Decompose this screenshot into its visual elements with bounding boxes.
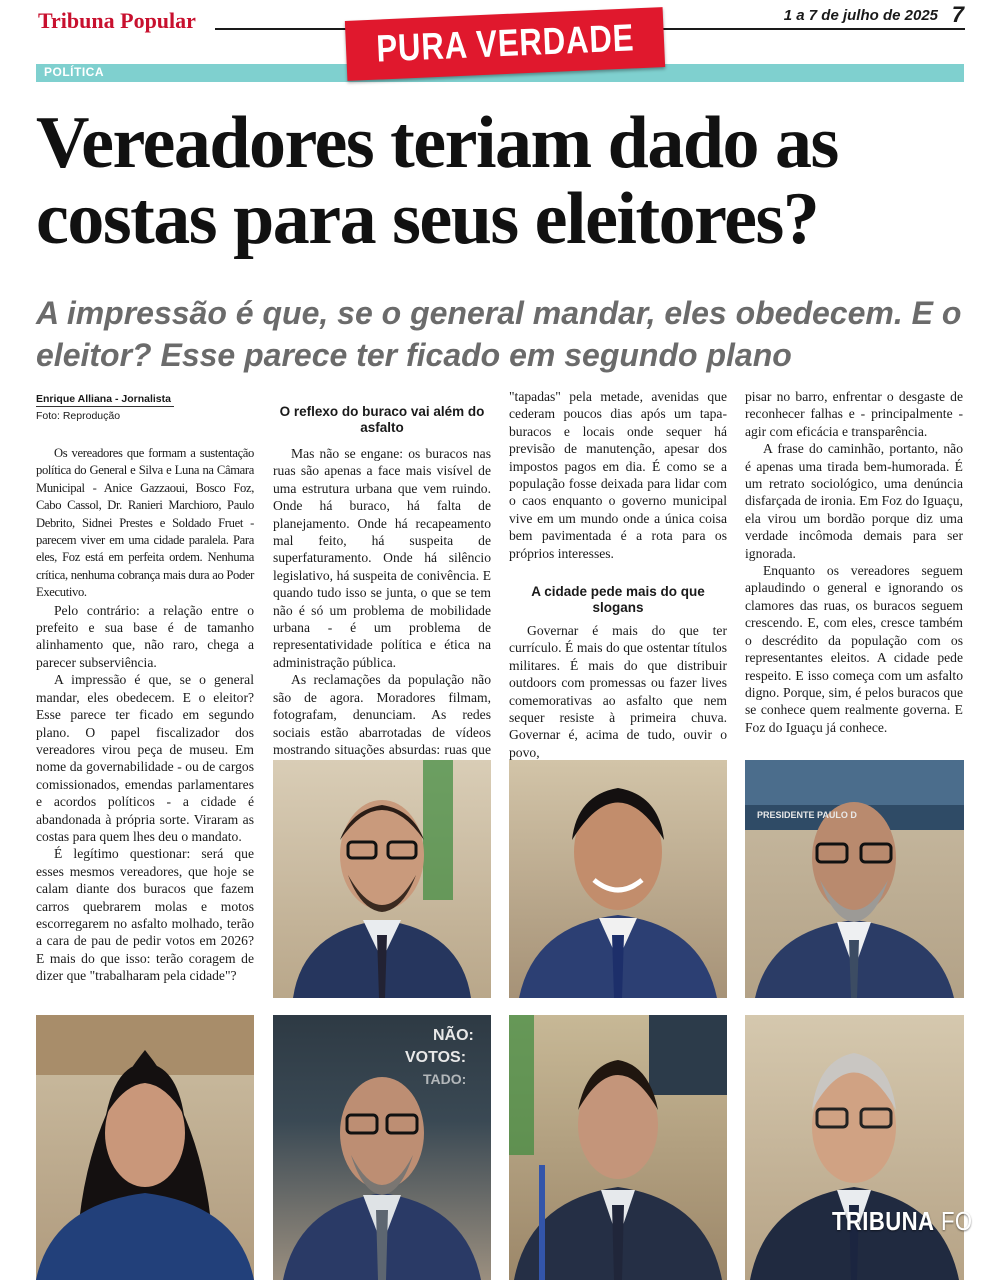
paragraph: As reclamações da população não são de agora. Moradores filmam, fotografam, denunciam. As redes sociais estão abarrotadas de vídeos mostrando situações absurdas: ruas que	[273, 672, 491, 757]
article-column-4	[745, 388, 963, 736]
article-column-3-continued	[509, 622, 727, 761]
portrait-woman	[36, 1015, 254, 1280]
article-column-2	[273, 445, 491, 776]
issue-date: 1 a 7 de julho de 2025	[783, 7, 938, 24]
column-stamp-text: PURA VERDADE	[375, 16, 635, 71]
subtitle-reflexo: O reflexo do buraco vai além do asfalto	[279, 404, 485, 435]
paragraph: Enquanto os vereadores seguem aplaudindo o general e ignorando os clamores das ruas, os buracos seguem crescendo. E, com eles, cresce também o descrédito da população com os representantes eleitos. A cidade pede respeito. E isso começa com um asfalto digno. Porque, sim, é pelos buracos que se conhece quem realmente governa. E Foz do Iguaçu já conhece.	[745, 563, 963, 735]
councilor-photo	[745, 1015, 964, 1280]
portrait-man-smiling	[509, 760, 727, 998]
paragraph: Os vereadores que formam a sustentação política do General e Silva e Luna na Câmara Municipal - Anice Gazzaoui, Bosco Foz, Cabo Cassol, Dr. Ranieri Marchioro, Paulo Debrito, Sidnei Prestes e Soldado Fruet - parecem viver em uma cidade paralela. Para eles, Foz está em perfeita ordem. Nenhuma crítica, nenhuma cobrança mais dura ao Poder Executivo.	[36, 446, 254, 600]
councilor-photo	[509, 760, 727, 998]
subtitle-cidade: A cidade pede mais do que slogans	[531, 584, 705, 615]
paragraph: A frase do caminhão, portanto, não é apenas uma tirada bem-humorada. É um retrato sociológico, uma denúncia disfarçada de ironia. Em Foz do Iguaçu, ela virou um bordão porque diz uma verdade incômoda demais para ser ignorada.	[745, 441, 963, 561]
councilor-photo	[36, 1015, 254, 1280]
page-number: 7	[951, 2, 964, 27]
screen-tado: TADO:	[423, 1071, 467, 1087]
article-column-3	[509, 388, 727, 562]
paragraph: pisar no barro, enfrentar o desgaste de reconhecer falhas e - principalmente - agir com eficácia e transparência.	[745, 389, 963, 439]
photo-credit: Foto: Reprodução	[36, 410, 121, 422]
portrait-man-bald-glasses	[745, 760, 964, 998]
paragraph: A impressão é que, se o general mandar, eles obedecem. E o eleitor? Esse parece ter ficado em segundo plano. O papel fiscalizador dos vereadores virou peça de museu. Em nome da governabilidade - ou de cargos comissionados, emendas parlamentares e acordos políticos - a cidade é abandonada à própria sorte. Viraram as costas para quem lhes deu o mandato.	[36, 672, 254, 844]
paragraph: Governar é mais do que ter currículo. É mais do que ostentar títulos militares. É mais do que distribuir outdoors com promessas ou fazer lives comemorativas ao asfalto que nem sequer resiste à primeira chuva. Governar é, acima de tudo, ouvir o povo,	[509, 623, 727, 760]
screen-nao: NÃO:	[433, 1027, 474, 1044]
councilor-photo	[509, 1015, 727, 1280]
byline-rule	[36, 406, 174, 407]
byline: Enrique Alliana - Jornalista	[36, 393, 171, 405]
paragraph: "tapadas" pela metade, avenidas que cederam poucos dias após um tapa-buracos e locais onde sequer há previsão de manutenção, apesar dos impostos pagos em dia. É como se a população fosse deixada para lidar com o caos enquanto o governo municipal vive em um mundo onde a única coisa bem pavimentada é a rota para os próprios interesses.	[509, 389, 727, 561]
councilor-photo	[273, 1015, 491, 1280]
paragraph: Mas não se engane: os buracos nas ruas são apenas a face mais visível de uma estrutura urbana que vem ruindo. Onde há buraco, há falta de planejamento. Onde há recapeamento mal feito, há suspeita de superfaturamento. Onde há silêncio legislativo, há suspeita de conivência. E quando tudo isso se junta, o que se tem não é só um problema de mobilidade urbana - é um problema de representatividade política e ética na administração pública.	[273, 446, 491, 670]
watermark: TRIBUNA FO	[832, 1206, 973, 1236]
portrait-man-gray-hair	[745, 1015, 964, 1280]
section-label: POLÍTICA	[44, 65, 104, 79]
councilor-photo	[273, 760, 491, 998]
masthead-logo: Tribuna Popular	[38, 8, 196, 33]
paragraph: Pelo contrário: a relação entre o prefeito e sua base é de tamanho alinhamento que, não raro, chega a parecer subserviência.	[36, 602, 254, 670]
screen-votos: VOTOS:	[405, 1049, 467, 1066]
portrait-man-glasses	[273, 760, 491, 998]
councilor-photo	[745, 760, 964, 998]
screen-caption: PRESIDENTE PAULO D	[757, 810, 857, 820]
article-column-1	[36, 445, 254, 985]
headline: Vereadores teriam dado as costas para seus eleitores?	[36, 102, 838, 260]
paragraph: É legítimo questionar: será que esses mesmos vereadores, que hoje se calam diante dos buracos que fazem carros quebrarem molas e motos escorregarem no asfalto molhado, terão a cara de pau de pedir votos em 2026? E mais do que isso: terão coragem de dizer que "trabalharam pela cidade"?	[36, 846, 254, 984]
portrait-man-suit	[509, 1015, 727, 1280]
subheadline: A impressão é que, se o general mandar, eles obedecem. E o eleitor? Esse parece ter ficado em segundo plano	[36, 295, 962, 373]
